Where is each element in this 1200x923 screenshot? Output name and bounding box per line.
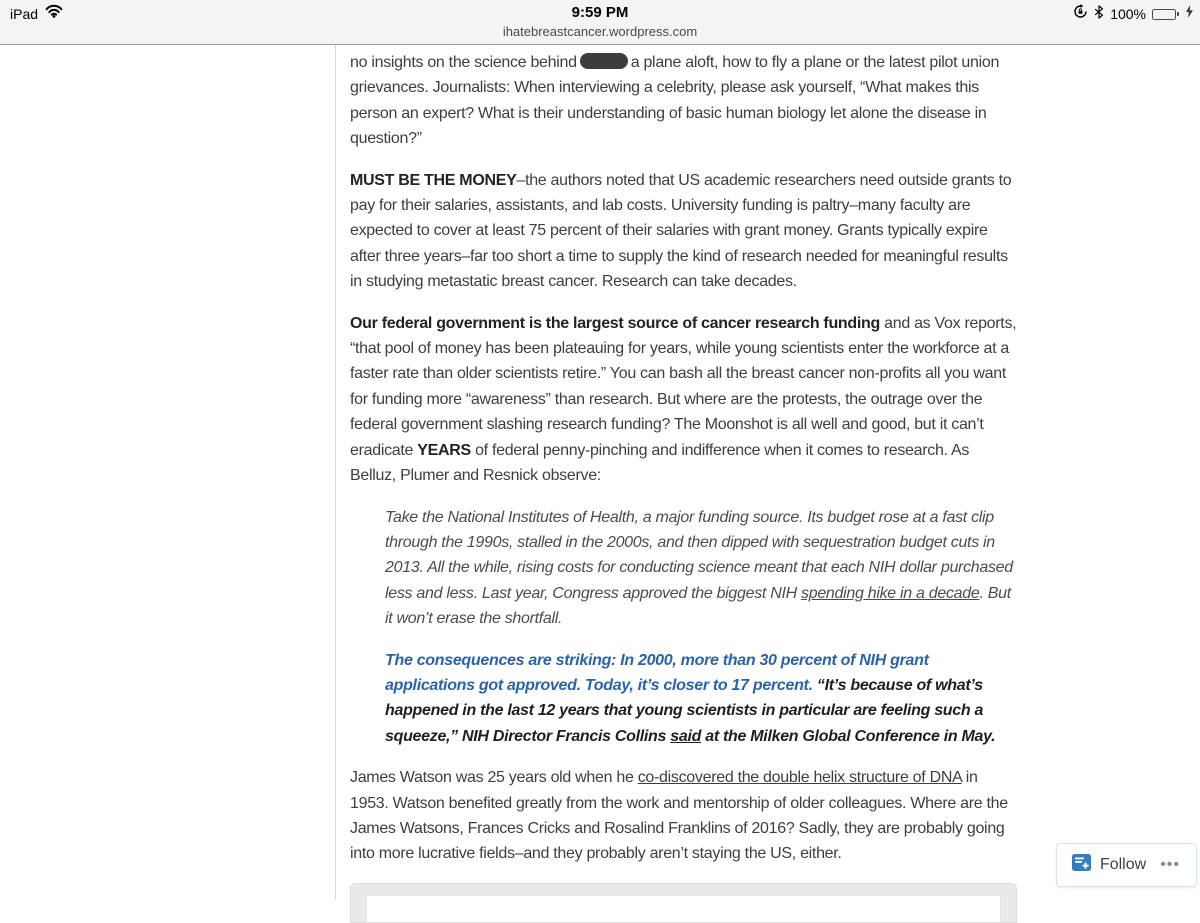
quote-nih-budget	[385, 505, 1017, 632]
paragraph-text: –the authors noted that US academic researchers need outside grants to pay for their salaries, assistants, and lab costs. University funding is paltry–many faculty are expected to cover at least 75 percent of their salaries with grant money. Grants typically expire after three years–far too short a time to supply the kind of research needed for meaningful results in studying metastatic breast cancer. Research can take decades.	[350, 171, 1012, 291]
quote-text: at the Milken Global Conference in May.	[701, 727, 996, 745]
follow-widget	[1056, 843, 1197, 887]
battery-icon	[1152, 9, 1179, 20]
said-link[interactable]: said	[670, 727, 702, 745]
paragraph-text: and as Vox reports, “that pool of money has been plateauing for years, while young scientists enter the workforce at a faster rate than older scientists retire.” You can bash all the breast cancer non-profits all you want for funding more “awareness” than research. But where are the protests, the outrage over the federal government slashing research funding? The Moonshot is all well and good, but it can’t eradicate	[350, 314, 1017, 459]
paragraph-james-watson	[350, 765, 1017, 867]
bluetooth-icon	[1094, 5, 1104, 24]
quote-text: “It’s because of what’s happened in the last 12 years that young scientists in particular are feeling such a squeeze,” NIH Director Francis Collins	[385, 676, 984, 745]
paragraph-text: no insights on the science behind	[350, 54, 577, 71]
paragraph-journalists	[350, 50, 1017, 152]
charging-bolt-icon	[1185, 5, 1194, 23]
paragraph-text: of federal penny-pinching and indifference when it comes to research. As Belluz, Plumer and Resnick observe:	[350, 441, 970, 485]
blog-post-content	[350, 45, 1017, 923]
bold-emphasis: YEARS	[417, 441, 471, 459]
quote-text: Take the National Institutes of Health, a major funding source. Its budget rose at a fast clip through the 1990s, stalled in the 2000s, and then dipped with sequestration budget cuts in 2013. All the while, rising costs for conducting science meant that each NIH dollar purchased less and less. Last year, Congress approved the biggest NIH	[385, 508, 1013, 602]
bold-lead-in: Our federal government is the largest source of cancer research funding	[350, 314, 880, 332]
spending-hike-link[interactable]: spending hike in a decade	[801, 584, 980, 602]
device-label: iPad	[10, 5, 39, 22]
battery-percent: 100%	[1110, 6, 1146, 22]
more-options-button[interactable]: •••	[1154, 854, 1186, 876]
follow-button[interactable]	[1067, 850, 1150, 880]
bold-lead-in: MUST BE THE MONEY	[350, 171, 517, 189]
quote-consequences	[385, 648, 1017, 750]
rotation-lock-icon	[1073, 4, 1088, 24]
dark-pill-overlay	[580, 53, 628, 69]
embedded-content-inner	[366, 895, 1001, 923]
content-left-divider	[335, 45, 336, 900]
url-field[interactable]: ihatebreastcancer.wordpress.com	[502, 24, 698, 39]
status-bar-right	[1073, 4, 1194, 24]
embedded-content-frame	[350, 883, 1017, 923]
blockquote	[385, 505, 1017, 750]
blue-emphasis-text: The consequences are striking: In 2000, more than 30 percent of NIH grant applications got approved. Today, it’s closer to 17 percent.	[385, 651, 929, 694]
follow-icon	[1071, 852, 1092, 878]
quote-text: . But it won’t erase the shortfall.	[385, 584, 1011, 628]
paragraph-federal-funding	[350, 311, 1017, 489]
clock: 9:59 PM	[571, 4, 629, 21]
dna-discovery-link[interactable]: co-discovered the double helix structure of DNA	[637, 769, 962, 787]
follow-button-label: Follow	[1099, 856, 1147, 873]
paragraph-text: James Watson was 25 years old when he	[350, 769, 638, 787]
paragraph-text: a plane aloft, how to fly a plane or the latest pilot union grievances. Journalists: When interviewing a celebrity, please ask yourself, “What makes this person an expert? What is their understanding of basic human biology let alone the disease in question?”	[350, 54, 1000, 148]
paragraph-must-be-the-money	[350, 168, 1017, 295]
status-bar	[0, 0, 1200, 45]
paragraph-text: in 1953. Watson benefited greatly from the work and mentorship of older colleagues. Where are the James Watsons, Frances Cricks and Rosalind Franklins of 2016? Sadly, they are probably going into more lucrative fields–and they probably aren’t staying the US, either.	[350, 769, 1008, 863]
